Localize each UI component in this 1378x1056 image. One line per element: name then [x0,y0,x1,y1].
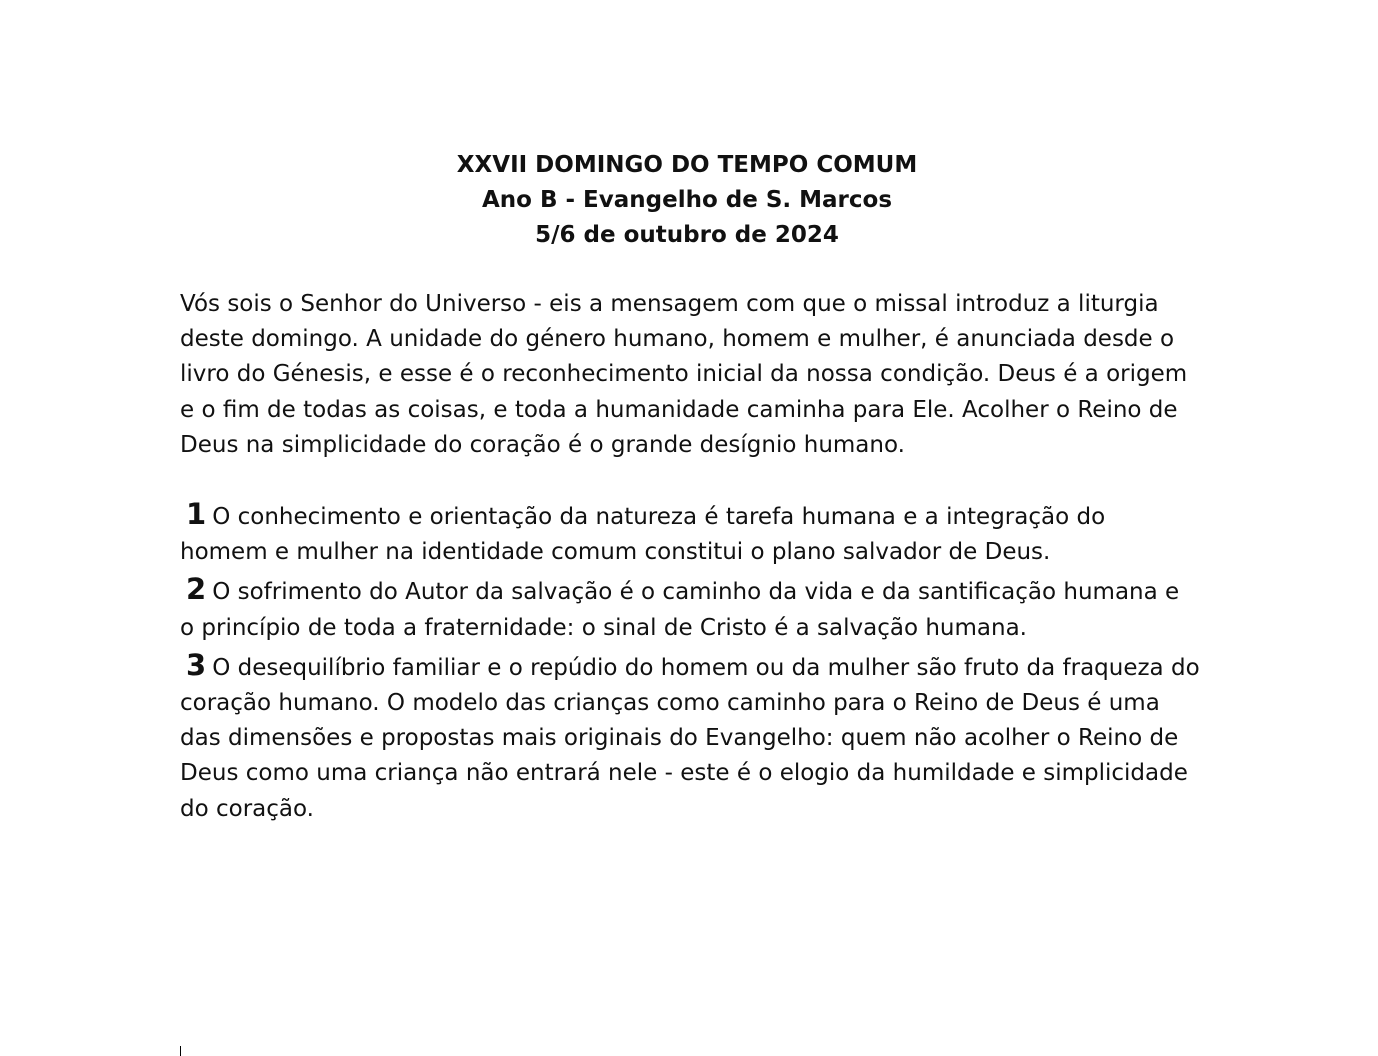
document-page [180,148,1200,829]
point-number: 1 [186,497,207,532]
document-title: XXVII DOMINGO DO TEMPO COMUM [456,152,918,178]
point-number: 2 [186,572,207,607]
text-cursor [180,1046,181,1056]
title-block [180,148,1194,253]
document-date: 5/6 de outubro de 2024 [535,222,839,248]
intro-paragraph: Vós sois o Senhor do Universo - eis a mensagem com que o missal introduz a liturgia deste domingo. A unidade do género humano, homem e mulher, é anunciada desde o livro do Génesis, e esse é o reconhecimento inicial da nossa condição. Deus é a origem e o fim de todas as coisas, e toda a humanidade caminha para Ele. Acolher o Reino de Deus na simplicidade do coração é o grande desígnio humano. [180,291,1188,458]
point-item-1 [180,497,1200,570]
document-subtitle: Ano B - Evangelho de S. Marcos [481,187,893,213]
point-number: 3 [186,647,207,682]
points-list [180,497,1200,827]
point-text: O sofrimento do Autor da salvação é o caminho da vida e da santificação humana e o princípio de toda a fraternidade: o sinal de Cristo é a salvação humana. [180,579,1180,641]
point-item-2 [180,572,1200,645]
point-text: O conhecimento e orientação da natureza é tarefa humana e a integração do homem e mulher na identidade comum constitui o plano salvador de Deus. [180,504,1106,566]
point-text: O desequilíbrio familiar e o repúdio do homem ou da mulher são fruto da fraqueza do coração humano. O modelo das crianças como caminho para o Reino de Deus é uma das dimensões e propostas mais originais do Evangelho: quem não acolher o Reino de Deus como uma criança não entrará nele - este é o elogio da humildade e simplicidade do coração. [180,654,1200,822]
point-item-3 [180,648,1200,827]
